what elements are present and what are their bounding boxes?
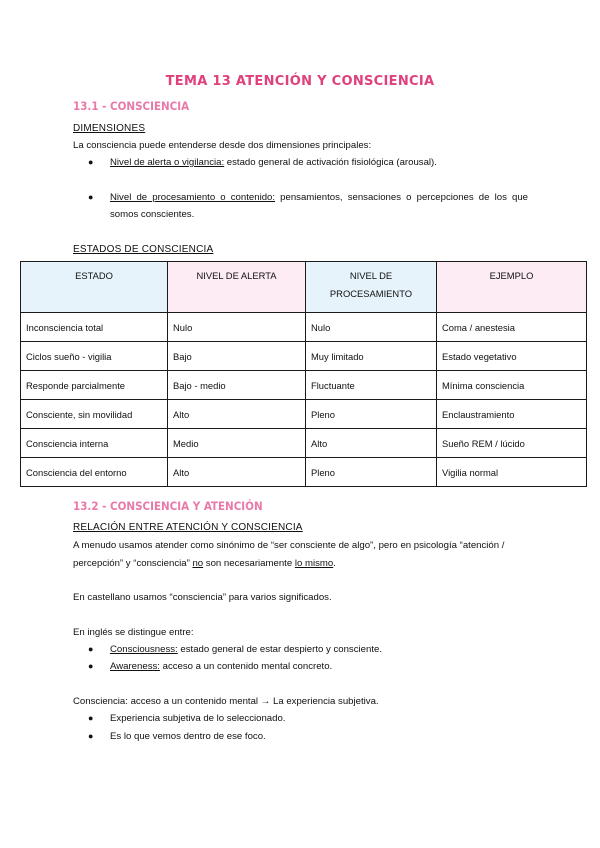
castellano-paragraph: En castellano usamos “consciencia” para varios significados.	[73, 592, 332, 603]
bullet-glyph: ●	[88, 192, 94, 202]
header-cell-estado: ESTADO	[21, 262, 168, 313]
table-cell: Bajo	[168, 342, 306, 371]
list-term: Consciousness:	[110, 644, 178, 655]
table-row	[21, 429, 587, 458]
list-item	[88, 710, 286, 727]
underlined-no: no	[192, 558, 204, 569]
table-cell: Nulo	[306, 313, 437, 342]
bullet-glyph: ●	[88, 731, 94, 741]
table-cell: Alto	[168, 400, 306, 429]
list-text: pensamientos, sensaciones o percepciones de los que	[275, 192, 528, 203]
section-heading-13-2: 13.2 - CONSCIENCIA Y ATENCIÓN	[73, 499, 263, 513]
table-cell: Inconsciencia total	[21, 313, 168, 342]
table-cell: Coma / anestesia	[437, 313, 587, 342]
table-cell: Alto	[168, 458, 306, 487]
ingles-paragraph: En inglés se distingue entre:	[73, 627, 194, 638]
list-text: acceso a un contenido mental concreto.	[159, 661, 333, 672]
dimensiones-heading: DIMENSIONES	[73, 123, 146, 134]
underlined-lo-mismo: lo mismo	[294, 558, 334, 569]
list-text-continued: somos conscientes.	[110, 209, 195, 220]
table-cell: Responde parcialmente	[21, 371, 168, 400]
table-cell: Medio	[168, 429, 306, 458]
table-cell: Ciclos sueño - vigilia	[21, 342, 168, 371]
table-row	[21, 458, 587, 487]
table-cell: Alto	[306, 429, 437, 458]
list-item	[88, 641, 382, 658]
table-row	[21, 313, 587, 342]
table-cell: Nulo	[168, 313, 306, 342]
table-row	[21, 342, 587, 371]
consciencia-definition: Consciencia: acceso a un contenido mental → La experiencia subjetiva.	[73, 696, 379, 707]
page-title: TEMA 13 ATENCIÓN Y CONSCIENCIA	[165, 74, 435, 89]
bullet-glyph: ●	[88, 157, 94, 167]
table-cell: Enclaustramiento	[437, 400, 587, 429]
table-cell: Consciencia del entorno	[21, 458, 168, 487]
list-text: Experiencia subjetiva de lo seleccionado.	[110, 713, 286, 724]
table-cell: Bajo - medio	[168, 371, 306, 400]
bullet-glyph: ●	[88, 713, 94, 723]
list-term: Awareness:	[110, 661, 160, 672]
table-row	[21, 371, 587, 400]
relacion-paragraph-line-2: percepción” y “consciencia” no son necesariamente lo mismo.	[73, 558, 336, 569]
table-cell: Vigilia normal	[437, 458, 587, 487]
table-cell: Fluctuante	[306, 371, 437, 400]
header-cell-alerta: NIVEL DE ALERTA	[168, 262, 306, 313]
header-cell-ejemplo: EJEMPLO	[437, 262, 587, 313]
dimensiones-intro: La consciencia puede entenderse desde dos dimensiones principales:	[73, 140, 372, 151]
table-cell: Sueño REM / lúcido	[437, 429, 587, 458]
relacion-paragraph-line-1: A menudo usamos atender como sinónimo de “ser consciente de algo”, pero en psicología “atención /	[73, 540, 505, 551]
list-text: estado general de estar despierto y consciente.	[177, 644, 382, 655]
bullet-glyph: ●	[88, 644, 94, 654]
list-item	[88, 728, 266, 745]
table-cell: Estado vegetativo	[437, 342, 587, 371]
table-cell: Consciente, sin movilidad	[21, 400, 168, 429]
list-term: Nivel de alerta o vigilancia:	[110, 157, 225, 168]
estados-heading: ESTADOS DE CONSCIENCIA	[73, 244, 214, 255]
table-cell: Pleno	[306, 400, 437, 429]
list-item	[88, 658, 333, 675]
table-cell: Muy limitado	[306, 342, 437, 371]
header-cell-procesamiento: NIVEL DE PROCESAMIENTO	[306, 262, 437, 313]
list-term: Nivel de procesamiento o contenido:	[110, 192, 276, 203]
table-cell: Mínima consciencia	[437, 371, 587, 400]
bullet-glyph: ●	[88, 661, 94, 671]
list-text: Es lo que vemos dentro de ese foco.	[110, 731, 266, 742]
relacion-heading: RELACIÓN ENTRE ATENCIÓN Y CONSCIENCIA	[73, 522, 303, 533]
table-cell: Consciencia interna	[21, 429, 168, 458]
estados-table	[20, 261, 587, 487]
list-text: estado general de activación fisiológica (arousal).	[224, 157, 437, 168]
table-header-row	[21, 262, 587, 313]
list-item	[88, 154, 437, 171]
table-row	[21, 400, 587, 429]
section-heading-13-1: 13.1 - CONSCIENCIA	[73, 99, 190, 113]
list-item	[88, 189, 528, 223]
table-cell: Pleno	[306, 458, 437, 487]
